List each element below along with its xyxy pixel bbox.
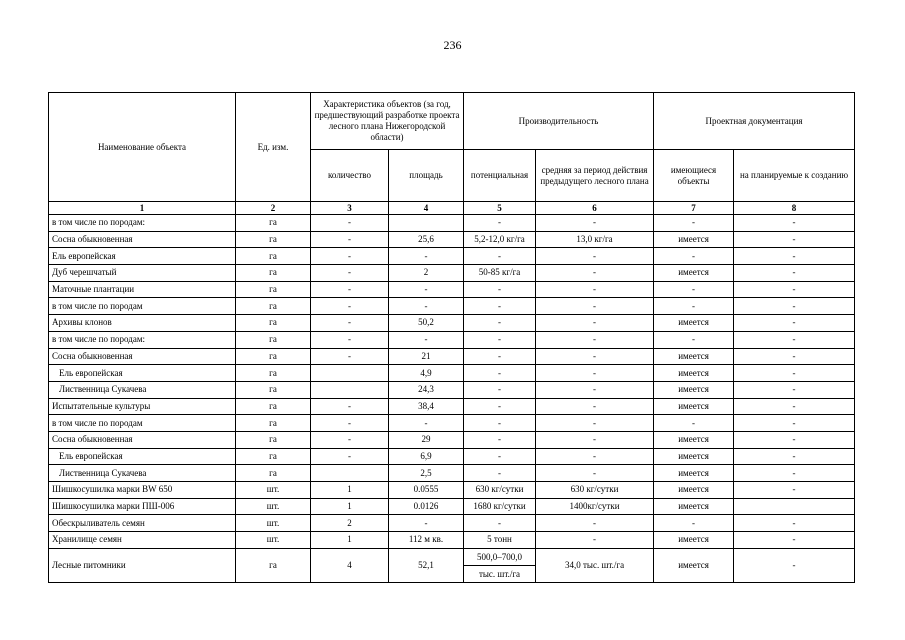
table-row <box>49 231 855 248</box>
cell-quantity: - <box>311 298 389 315</box>
cell-average: - <box>536 415 654 432</box>
header-quantity: количество <box>311 150 389 202</box>
cell-area: 50,2 <box>389 315 464 332</box>
cell-name: в том числе по породам <box>49 415 236 432</box>
column-number: 5 <box>464 202 536 215</box>
cell-area <box>389 215 464 232</box>
header-existing: имеющиеся объекты <box>654 150 734 202</box>
table-row <box>49 381 855 398</box>
table-row <box>49 281 855 298</box>
cell-name: Ель европейская <box>49 448 236 465</box>
cell-quantity: - <box>311 248 389 265</box>
cell-planned: - <box>734 298 855 315</box>
cell-unit: га <box>236 465 311 482</box>
cell-area: 0.0555 <box>389 482 464 499</box>
cell-area: 25,6 <box>389 231 464 248</box>
cell-unit: га <box>236 281 311 298</box>
cell-name: Шишкосушилка марки BW 650 <box>49 482 236 499</box>
cell-unit: га <box>236 381 311 398</box>
cell-name: Ель европейская <box>49 248 236 265</box>
cell-existing: имеется <box>654 482 734 499</box>
cell-potential: - <box>464 515 536 532</box>
table-row <box>49 265 855 282</box>
table-row <box>49 315 855 332</box>
column-number: 6 <box>536 202 654 215</box>
column-number: 2 <box>236 202 311 215</box>
cell-potential: - <box>464 415 536 432</box>
cell-existing: - <box>654 331 734 348</box>
cell-unit: га <box>236 248 311 265</box>
cell-planned: - <box>734 348 855 365</box>
column-number: 8 <box>734 202 855 215</box>
cell-average: 34,0 тыс. шт./га <box>536 548 654 582</box>
cell-quantity: - <box>311 315 389 332</box>
cell-existing: - <box>654 415 734 432</box>
cell-unit: га <box>236 398 311 415</box>
cell-name: Сосна обыкновенная <box>49 231 236 248</box>
cell-area: 21 <box>389 348 464 365</box>
cell-potential-bottom: тыс. шт./га <box>478 568 521 579</box>
cell-unit: га <box>236 448 311 465</box>
table-row <box>49 248 855 265</box>
column-number: 1 <box>49 202 236 215</box>
header-planned: на планируемые к созданию <box>734 150 855 202</box>
table-row <box>49 482 855 499</box>
cell-area: - <box>389 298 464 315</box>
cell-area: 24,3 <box>389 381 464 398</box>
cell-potential: - <box>464 381 536 398</box>
cell-area: - <box>389 515 464 532</box>
table-row <box>49 331 855 348</box>
cell-area: 38,4 <box>389 398 464 415</box>
cell-existing: - <box>654 298 734 315</box>
cell-unit: га <box>236 415 311 432</box>
cell-average: 1400кг/сутки <box>536 498 654 515</box>
table-row <box>49 348 855 365</box>
cell-potential: - <box>464 298 536 315</box>
forest-objects-table <box>48 92 855 583</box>
cell-existing: имеется <box>654 315 734 332</box>
cell-existing: имеется <box>654 381 734 398</box>
table-body <box>49 215 855 549</box>
cell-planned: - <box>734 448 855 465</box>
cell-potential-top: 500,0–700,0 <box>464 549 535 566</box>
cell-unit: га <box>236 548 311 582</box>
cell-name: Испытательные культуры <box>49 398 236 415</box>
table-row <box>49 365 855 382</box>
table-row <box>49 215 855 232</box>
cell-planned: - <box>734 482 855 499</box>
cell-average: 13,0 кг/га <box>536 231 654 248</box>
column-number-row <box>49 202 855 215</box>
table-row <box>49 515 855 532</box>
cell-average: - <box>536 298 654 315</box>
cell-average: - <box>536 331 654 348</box>
cell-potential: - <box>464 431 536 448</box>
cell-existing: имеется <box>654 465 734 482</box>
cell-unit: шт. <box>236 532 311 549</box>
cell-existing: имеется <box>654 548 734 582</box>
header-productivity: Производительность <box>464 93 654 150</box>
header-characteristic: Характеристика объектов (за год, предшествующий разработке проекта лесного плана Нижегородской области) <box>311 93 464 150</box>
cell-potential: - <box>464 465 536 482</box>
cell-planned: - <box>734 515 855 532</box>
cell-planned <box>734 498 855 515</box>
table-row <box>49 448 855 465</box>
cell-name: Ель европейская <box>49 365 236 382</box>
cell-unit: га <box>236 215 311 232</box>
column-number: 4 <box>389 202 464 215</box>
cell-existing: имеется <box>654 448 734 465</box>
cell-existing: - <box>654 515 734 532</box>
cell-unit: шт. <box>236 498 311 515</box>
cell-planned: - <box>734 398 855 415</box>
cell-average: - <box>536 532 654 549</box>
cell-quantity: - <box>311 281 389 298</box>
cell-name: Архивы клонов <box>49 315 236 332</box>
cell-planned: - <box>734 265 855 282</box>
cell-area: - <box>389 248 464 265</box>
cell-planned: - <box>734 465 855 482</box>
cell-average: - <box>536 281 654 298</box>
cell-existing: - <box>654 215 734 232</box>
cell-planned: - <box>734 281 855 298</box>
cell-potential: 5,2-12,0 кг/га <box>464 231 536 248</box>
cell-quantity <box>311 365 389 382</box>
cell-unit: шт. <box>236 482 311 499</box>
cell-existing: имеется <box>654 431 734 448</box>
cell-area: 112 м кв. <box>389 532 464 549</box>
cell-average: - <box>536 398 654 415</box>
cell-average: - <box>536 315 654 332</box>
cell-average: - <box>536 348 654 365</box>
cell-quantity: 1 <box>311 498 389 515</box>
page-number: 236 <box>443 38 462 52</box>
cell-area: 2,5 <box>389 465 464 482</box>
cell-quantity: 1 <box>311 532 389 549</box>
cell-potential: - <box>464 365 536 382</box>
cell-planned: - <box>734 415 855 432</box>
header-area: площадь <box>389 150 464 202</box>
table-row <box>49 548 855 582</box>
cell-planned: - <box>734 365 855 382</box>
cell-potential <box>464 548 536 582</box>
cell-unit: га <box>236 265 311 282</box>
cell-name: Сосна обыкновенная <box>49 348 236 365</box>
cell-average: - <box>536 365 654 382</box>
cell-potential: 630 кг/сутки <box>464 482 536 499</box>
cell-name: Маточные плантации <box>49 281 236 298</box>
cell-area: - <box>389 281 464 298</box>
cell-quantity: - <box>311 431 389 448</box>
cell-planned: - <box>734 331 855 348</box>
table-row <box>49 465 855 482</box>
cell-existing: имеется <box>654 231 734 248</box>
cell-name: Хранилище семян <box>49 532 236 549</box>
table-row <box>49 431 855 448</box>
cell-name: Лесные питомники <box>49 548 236 582</box>
cell-average: - <box>536 215 654 232</box>
cell-average: - <box>536 515 654 532</box>
cell-unit: га <box>236 231 311 248</box>
table-row <box>49 398 855 415</box>
cell-existing: имеется <box>654 532 734 549</box>
cell-planned: - <box>734 315 855 332</box>
cell-potential: - <box>464 348 536 365</box>
cell-existing: имеется <box>654 398 734 415</box>
cell-average: - <box>536 465 654 482</box>
cell-planned: - <box>734 431 855 448</box>
cell-planned: - <box>734 381 855 398</box>
header-average: средняя за период действия предыдущего лесного плана <box>536 150 654 202</box>
header-potential: потенциальная <box>464 150 536 202</box>
cell-potential: - <box>464 398 536 415</box>
column-number: 3 <box>311 202 389 215</box>
cell-name: Лиственница Сукачева <box>49 381 236 398</box>
table-body-last <box>49 548 855 582</box>
cell-quantity: 1 <box>311 482 389 499</box>
cell-quantity: - <box>311 448 389 465</box>
cell-quantity <box>311 465 389 482</box>
cell-existing: - <box>654 281 734 298</box>
cell-potential: - <box>464 331 536 348</box>
cell-name: в том числе по породам: <box>49 331 236 348</box>
cell-existing: имеется <box>654 498 734 515</box>
cell-potential: 1680 кг/сутки <box>464 498 536 515</box>
cell-potential: - <box>464 215 536 232</box>
table-row <box>49 298 855 315</box>
cell-potential: - <box>464 281 536 298</box>
cell-area: 0.0126 <box>389 498 464 515</box>
cell-name: в том числе по породам <box>49 298 236 315</box>
cell-planned: - <box>734 532 855 549</box>
cell-potential: - <box>464 315 536 332</box>
cell-unit: га <box>236 431 311 448</box>
cell-average: - <box>536 448 654 465</box>
cell-area: 6,9 <box>389 448 464 465</box>
cell-unit: га <box>236 315 311 332</box>
cell-potential: - <box>464 248 536 265</box>
cell-quantity: 4 <box>311 548 389 582</box>
cell-quantity: - <box>311 231 389 248</box>
cell-existing: имеется <box>654 348 734 365</box>
cell-potential: - <box>464 448 536 465</box>
cell-area: 4,9 <box>389 365 464 382</box>
cell-average: - <box>536 248 654 265</box>
column-number: 7 <box>654 202 734 215</box>
cell-quantity: - <box>311 415 389 432</box>
cell-quantity: - <box>311 398 389 415</box>
header-name: Наименование объекта <box>49 93 236 202</box>
cell-planned: - <box>734 548 855 582</box>
cell-name: в том числе по породам: <box>49 215 236 232</box>
cell-average: 630 кг/сутки <box>536 482 654 499</box>
cell-existing: имеется <box>654 365 734 382</box>
cell-potential: 5 тонн <box>464 532 536 549</box>
cell-quantity: 2 <box>311 515 389 532</box>
cell-unit: шт. <box>236 515 311 532</box>
cell-planned: - <box>734 248 855 265</box>
cell-planned: - <box>734 231 855 248</box>
cell-name: Шишкосушилка марки ПШ-006 <box>49 498 236 515</box>
cell-name: Обескрыливатель семян <box>49 515 236 532</box>
table-row <box>49 415 855 432</box>
table-row <box>49 532 855 549</box>
header-unit: Ед. изм. <box>236 93 311 202</box>
cell-potential: 50-85 кг/га <box>464 265 536 282</box>
cell-quantity: - <box>311 331 389 348</box>
cell-existing: имеется <box>654 265 734 282</box>
cell-average: - <box>536 381 654 398</box>
cell-quantity: - <box>311 265 389 282</box>
cell-quantity: - <box>311 348 389 365</box>
cell-area: - <box>389 415 464 432</box>
cell-average: - <box>536 265 654 282</box>
cell-unit: га <box>236 298 311 315</box>
cell-name: Дуб черешчатый <box>49 265 236 282</box>
cell-unit: га <box>236 331 311 348</box>
cell-area: - <box>389 331 464 348</box>
cell-planned: - <box>734 215 855 232</box>
cell-existing: - <box>654 248 734 265</box>
cell-area: 2 <box>389 265 464 282</box>
cell-quantity: - <box>311 215 389 232</box>
cell-average: - <box>536 431 654 448</box>
cell-area: 29 <box>389 431 464 448</box>
cell-unit: га <box>236 365 311 382</box>
header-documentation: Проектная документация <box>654 93 855 150</box>
cell-name: Лиственница Сукачева <box>49 465 236 482</box>
cell-quantity <box>311 381 389 398</box>
cell-name: Сосна обыкновенная <box>49 431 236 448</box>
cell-area: 52,1 <box>389 548 464 582</box>
cell-unit: га <box>236 348 311 365</box>
table-row <box>49 498 855 515</box>
